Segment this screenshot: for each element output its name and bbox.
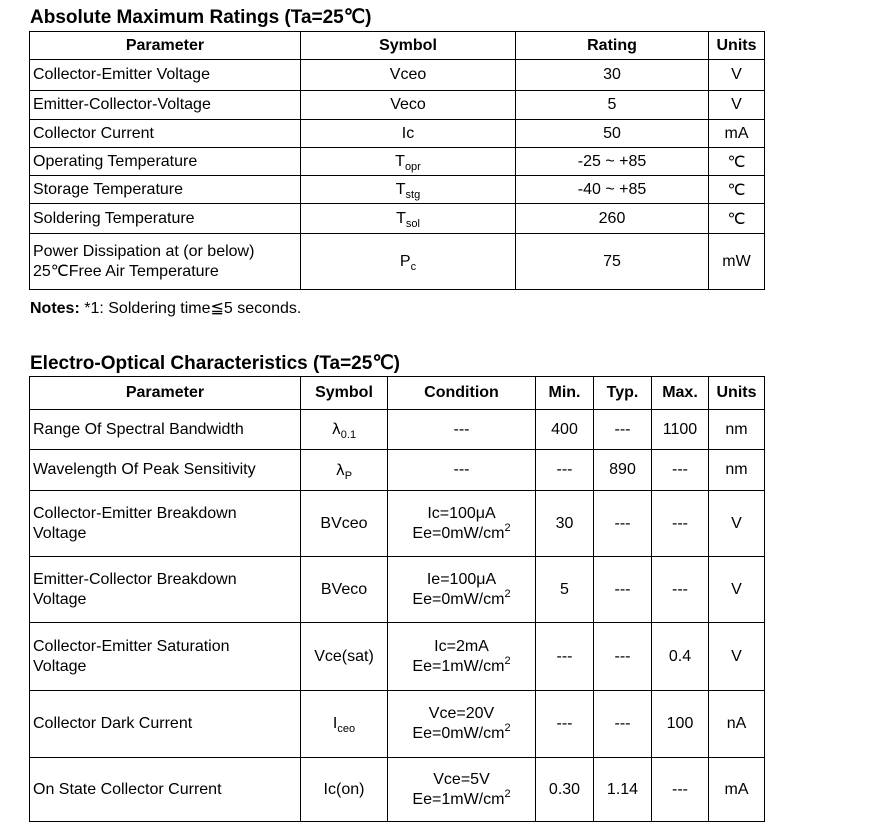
symbol-sub: c	[410, 260, 417, 273]
rating-cell: 260	[516, 204, 709, 234]
header-condition: Condition	[388, 377, 536, 410]
symbol-cell: Vceo	[301, 60, 516, 91]
param-line1: Power Dissipation at (or below)	[33, 242, 255, 260]
max-cell: ---	[652, 557, 709, 623]
table-row	[30, 176, 765, 204]
condition-cell: ---	[388, 450, 536, 491]
table-header-row	[30, 377, 765, 410]
min-cell: ---	[536, 450, 594, 491]
symbol-cell: BVeco	[301, 557, 388, 623]
condition-cell	[388, 758, 536, 822]
param-cell: Storage Temperature	[30, 176, 301, 204]
param-line2: Voltage	[33, 590, 87, 608]
cond-line2: Ee=0mW/cm	[412, 524, 505, 542]
eo-title: Electro-Optical Characteristics (Ta=25℃)	[30, 353, 400, 374]
cond-line2: Ee=1mW/cm	[412, 790, 505, 808]
typ-cell: ---	[594, 623, 652, 691]
param-cell: Collector-Emitter Voltage	[30, 60, 301, 91]
max-cell: 1100	[652, 410, 709, 450]
param-cell	[30, 623, 301, 691]
abs-max-title: Absolute Maximum Ratings (Ta=25℃)	[30, 7, 372, 28]
condition-cell: ---	[388, 410, 536, 450]
table-row	[30, 758, 765, 822]
table-row	[30, 410, 765, 450]
cond-line2: Ee=0mW/cm	[412, 725, 505, 742]
units-cell: mA	[709, 758, 765, 822]
rating-cell: 75	[516, 234, 709, 290]
table-row	[30, 148, 765, 176]
condition-cell	[388, 491, 536, 557]
eo-table	[29, 376, 765, 822]
table-row	[30, 623, 765, 691]
symbol-base: T	[396, 209, 406, 227]
param-cell: Range Of Spectral Bandwidth	[30, 410, 301, 450]
rating-cell: 5	[516, 91, 709, 120]
param-cell: On State Collector Current	[30, 758, 301, 822]
max-cell: ---	[652, 450, 709, 491]
cond-sup: 2	[504, 722, 511, 734]
symbol-sub: P	[344, 469, 353, 482]
symbol-sub: ceo	[337, 723, 356, 735]
symbol-cell	[301, 148, 516, 176]
header-units: Units	[709, 32, 765, 60]
param-cell	[30, 234, 301, 290]
condition-cell	[388, 557, 536, 623]
header-symbol: Symbol	[301, 32, 516, 60]
typ-cell: 890	[594, 450, 652, 491]
param-line1: Collector-Emitter Breakdown	[33, 504, 237, 522]
min-cell: ---	[536, 623, 594, 691]
symbol-cell: Ic(on)	[301, 758, 388, 822]
symbol-cell	[301, 176, 516, 204]
cond-line1: Ie=100μA	[426, 570, 497, 588]
cond-line1: Vce=5V	[433, 770, 490, 788]
symbol-cell	[301, 450, 388, 491]
notes-label: Notes:	[30, 300, 80, 317]
notes	[30, 298, 301, 318]
header-parameter: Parameter	[30, 32, 301, 60]
param-cell: Wavelength Of Peak Sensitivity	[30, 450, 301, 491]
cond-sup: 2	[504, 787, 511, 800]
table-row	[30, 120, 765, 148]
symbol-sub: stg	[405, 188, 421, 201]
symbol-base: I	[332, 715, 338, 732]
header-symbol: Symbol	[301, 377, 388, 410]
table-row	[30, 204, 765, 234]
symbol-sub: sol	[405, 217, 420, 230]
header-min: Min.	[536, 377, 594, 410]
cond-sup: 2	[504, 654, 511, 667]
symbol-cell: Veco	[301, 91, 516, 120]
max-cell: ---	[652, 758, 709, 822]
units-cell: V	[709, 623, 765, 691]
units-cell: nm	[709, 450, 765, 491]
cond-line2: Ee=1mW/cm	[412, 657, 505, 675]
header-units: Units	[709, 377, 765, 410]
param-line2: Voltage	[33, 524, 87, 542]
param-line2: 25℃Free Air Temperature	[33, 262, 219, 280]
table-row	[30, 450, 765, 491]
symbol-cell	[301, 691, 388, 758]
header-max: Max.	[652, 377, 709, 410]
table-row	[30, 491, 765, 557]
symbol-cell: Vce(sat)	[301, 623, 388, 691]
rating-cell: -25 ~ +85	[516, 148, 709, 176]
param-cell: Emitter-Collector-Voltage	[30, 91, 301, 120]
min-cell: 5	[536, 557, 594, 623]
cond-line1: Ic=2mA	[434, 637, 489, 655]
min-cell: 400	[536, 410, 594, 450]
param-cell: Soldering Temperature	[30, 204, 301, 234]
typ-cell: ---	[594, 557, 652, 623]
min-cell: 30	[536, 491, 594, 557]
param-line2: Voltage	[33, 657, 87, 675]
units-cell: nA	[709, 691, 765, 758]
symbol-sub: opr	[404, 160, 421, 173]
param-cell: Collector Dark Current	[30, 691, 301, 758]
symbol-cell: BVceo	[301, 491, 388, 557]
units-cell: V	[709, 491, 765, 557]
param-cell	[30, 491, 301, 557]
max-cell: 100	[652, 691, 709, 758]
header-rating: Rating	[516, 32, 709, 60]
header-typ: Typ.	[594, 377, 652, 410]
symbol-cell	[301, 204, 516, 234]
units-cell: V	[709, 60, 765, 91]
symbol-base: λ	[335, 460, 345, 479]
param-cell: Collector Current	[30, 120, 301, 148]
condition-cell	[388, 691, 536, 758]
table-row	[30, 60, 765, 91]
max-cell: ---	[652, 491, 709, 557]
symbol-cell	[301, 234, 516, 290]
cond-line2: Ee=0mW/cm	[412, 590, 505, 608]
table-row	[30, 691, 765, 758]
max-cell: 0.4	[652, 623, 709, 691]
param-cell	[30, 557, 301, 623]
condition-cell	[388, 623, 536, 691]
units-cell: mW	[709, 234, 765, 290]
header-parameter: Parameter	[30, 377, 301, 410]
rating-cell: 50	[516, 120, 709, 148]
cond-sup: 2	[504, 521, 511, 534]
param-line1: Emitter-Collector Breakdown	[33, 570, 237, 588]
notes-text: *1: Soldering time≦5 seconds.	[79, 300, 302, 317]
symbol-cell	[301, 410, 388, 450]
symbol-base: T	[395, 180, 406, 198]
units-cell: ℃	[709, 204, 765, 234]
units-cell: mA	[709, 120, 765, 148]
cond-line1: Ic=100μA	[427, 504, 496, 522]
abs-max-table	[29, 31, 765, 290]
typ-cell: 1.14	[594, 758, 652, 822]
min-cell: ---	[536, 691, 594, 758]
table-row	[30, 91, 765, 120]
typ-cell: ---	[594, 691, 652, 758]
typ-cell: ---	[594, 410, 652, 450]
cond-line1: Vce=20V	[428, 705, 495, 722]
cond-sup: 2	[504, 587, 511, 600]
units-cell: V	[709, 557, 765, 623]
rating-cell: -40 ~ +85	[516, 176, 709, 204]
param-line1: Collector-Emitter Saturation	[33, 637, 230, 655]
symbol-base: P	[399, 252, 411, 270]
symbol-sub: 0.1	[340, 429, 357, 441]
rating-cell: 30	[516, 60, 709, 91]
units-cell: ℃	[709, 148, 765, 176]
units-cell: nm	[709, 410, 765, 450]
table-row	[30, 557, 765, 623]
symbol-base: T	[395, 152, 405, 170]
table-row	[30, 234, 765, 290]
table-header-row	[30, 32, 765, 60]
param-cell: Operating Temperature	[30, 148, 301, 176]
units-cell: ℃	[709, 176, 765, 204]
units-cell: V	[709, 91, 765, 120]
typ-cell: ---	[594, 491, 652, 557]
symbol-cell: Ic	[301, 120, 516, 148]
min-cell: 0.30	[536, 758, 594, 822]
symbol-base: λ	[331, 420, 341, 438]
